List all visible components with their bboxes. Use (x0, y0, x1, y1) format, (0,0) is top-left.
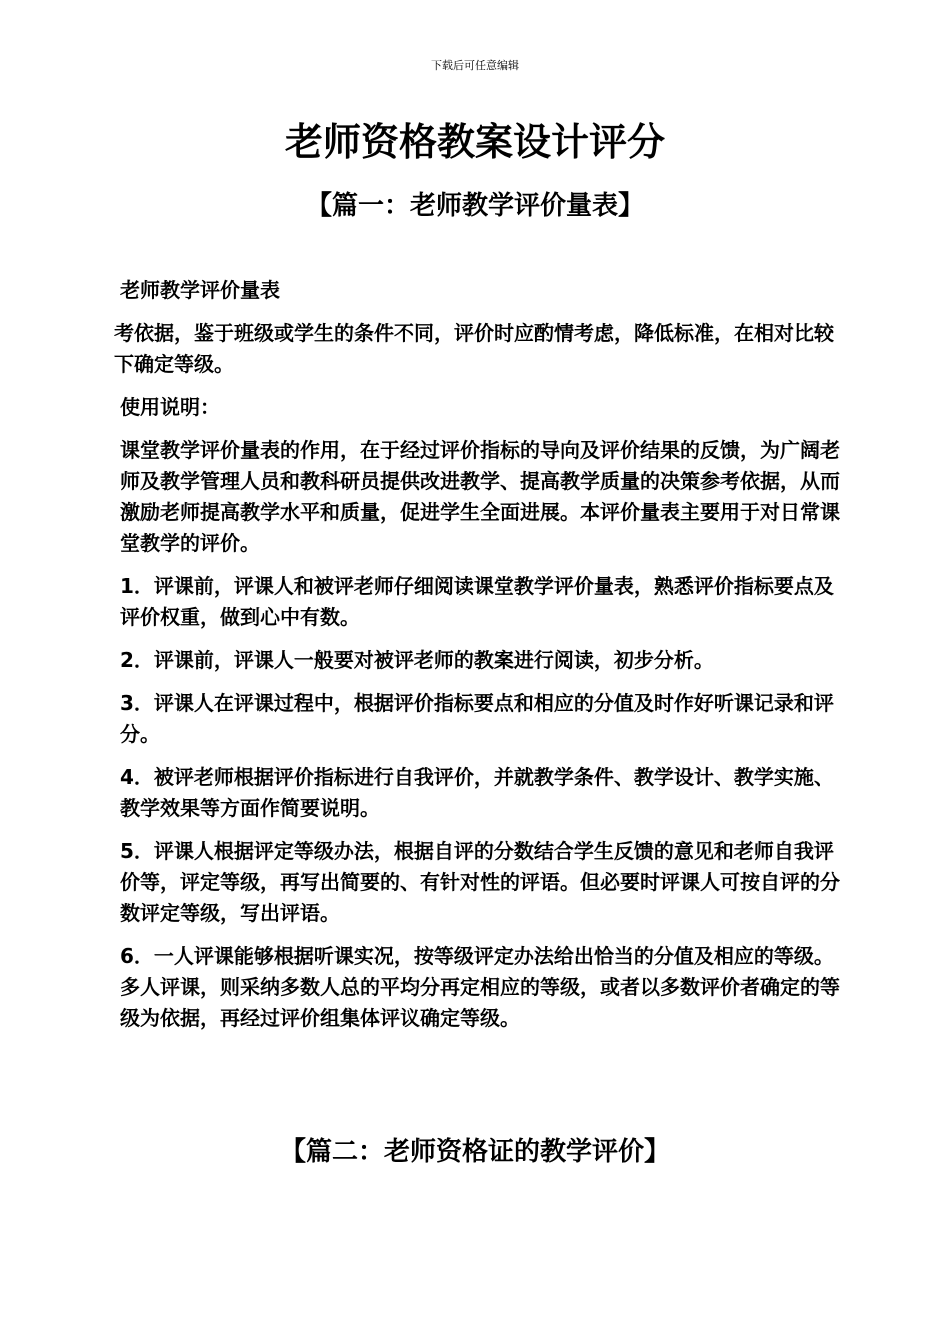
subheading-usage-notes: 使用说明： (120, 395, 220, 419)
document-title: 老师资格教案设计评分 (284, 120, 665, 164)
section-heading-1: 【篇一：老师教学评价量表】 (305, 191, 644, 221)
list-item: 5．评课人根据评定等级办法，根据自评的分数结合学生反馈的意见和老师自我评价等，评定等级，再写出简要的、有针对性的评语。但必要时评课人可按自评的分数评定等级，写出评语。 (120, 839, 840, 925)
section-heading-2: 【篇二：老师资格证的教学评价】 (279, 1137, 670, 1167)
list-item: 4．被评老师根据评价指标进行自我评价，并就教学条件、教学设计、教学实施、教学效果等方面作简要说明。 (120, 765, 834, 820)
header-note: 下载后可任意编辑 (431, 59, 519, 72)
list-item: 1．评课前，评课人和被评老师仔细阅读课堂教学评价量表，熟悉评价指标要点及评价权重，做到心中有数。 (120, 574, 834, 629)
list-item: 3．评课人在评课过程中，根据评价指标要点和相应的分值及时作好听课记录和评分。 (120, 691, 834, 746)
list-item: 2．评课前，评课人一般要对被评老师的教案进行阅读，初步分析。 (120, 648, 714, 672)
list-item: 6．一人评课能够根据听课实况，按等级评定办法给出恰当的分值及相应的等级。多人评课，则采纳多数人总的平均分再定相应的等级，或者以多数评价者确定的等级为依据，再经过评价组集体评议确定等级。 (120, 944, 840, 1030)
paragraph: 考依据，鉴于班级或学生的条件不同，评价时应酌情考虑，降低标准，在相对比较下确定等级。 (114, 321, 834, 376)
paragraph: 课堂教学评价量表的作用，在于经过评价指标的导向及评价结果的反馈，为广阔老师及教学管理人员和教科研员提供改进教学、提高教学质量的决策参考依据，从而激励老师提高教学水平和质量，促进学生全面进展。本评价量表主要用于对日常课堂教学的评价。 (120, 438, 840, 555)
subheading-evaluation-scale: 老师教学评价量表 (120, 278, 280, 302)
document-body (114, 275, 842, 1046)
